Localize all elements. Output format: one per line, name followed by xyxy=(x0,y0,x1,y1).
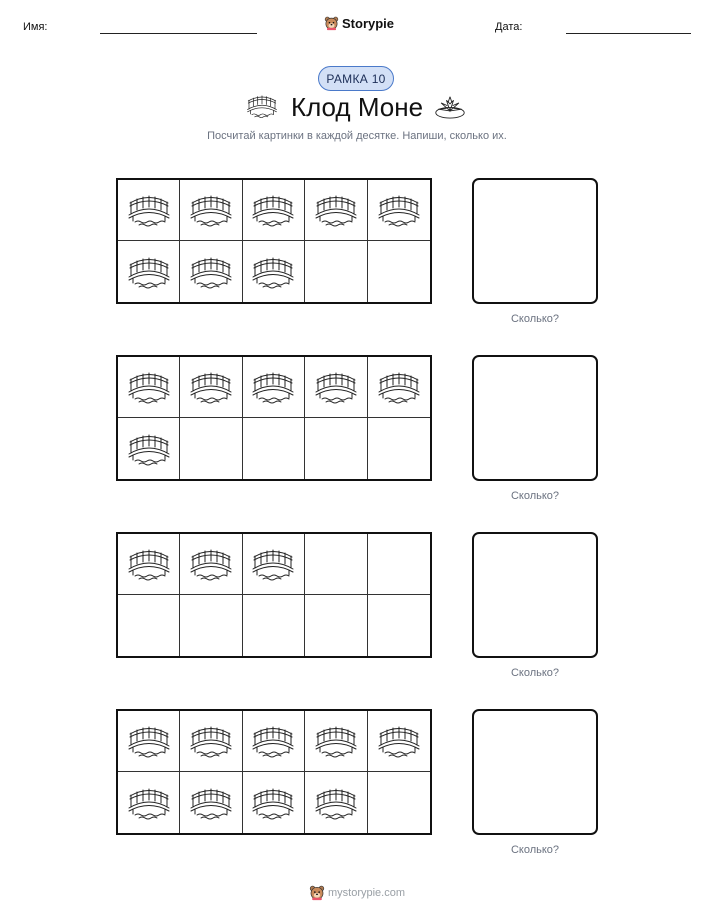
japanese-bridge-icon xyxy=(314,785,358,821)
frame-cell xyxy=(305,772,367,833)
name-line[interactable] xyxy=(100,33,257,34)
name-label: Имя: xyxy=(23,21,48,33)
frame-cell xyxy=(368,180,430,241)
ten-frame xyxy=(116,178,432,304)
frame-cell xyxy=(180,534,242,595)
frame-cell xyxy=(180,418,242,479)
japanese-bridge-icon xyxy=(251,192,295,228)
frame-cell xyxy=(180,357,242,418)
frame-cell xyxy=(305,418,367,479)
frame-cell xyxy=(243,180,305,241)
frame-cell xyxy=(180,772,242,833)
frame-cell xyxy=(368,357,430,418)
answer-box[interactable] xyxy=(472,355,598,481)
frame-cell xyxy=(118,534,180,595)
japanese-bridge-icon xyxy=(189,723,233,759)
brand-logo xyxy=(324,12,394,34)
frame-cell xyxy=(243,357,305,418)
frame-cell xyxy=(305,595,367,656)
japanese-bridge-icon xyxy=(127,369,171,405)
frame-cell xyxy=(180,711,242,772)
japanese-bridge-icon xyxy=(127,254,171,290)
japanese-bridge-icon xyxy=(189,254,233,290)
frame-cell xyxy=(118,418,180,479)
water-lily-icon xyxy=(434,93,466,120)
japanese-bridge-icon xyxy=(189,785,233,821)
how-many-label: Сколько? xyxy=(510,313,560,325)
frame-cell xyxy=(180,180,242,241)
date-label: Дата: xyxy=(495,21,523,33)
japanese-bridge-icon xyxy=(189,369,233,405)
frame-cell xyxy=(243,534,305,595)
frame-cell xyxy=(368,595,430,656)
frame-cell xyxy=(368,711,430,772)
frame-cell xyxy=(180,241,242,302)
frame-cell xyxy=(118,772,180,833)
japanese-bridge-icon xyxy=(127,192,171,228)
japanese-bridge-icon xyxy=(127,546,171,582)
frame-cell xyxy=(243,595,305,656)
frame-cell xyxy=(118,711,180,772)
japanese-bridge-icon xyxy=(314,369,358,405)
how-many-label: Сколько? xyxy=(510,844,560,856)
japanese-bridge-icon xyxy=(314,723,358,759)
bear-icon xyxy=(309,884,325,901)
frame-cell xyxy=(305,534,367,595)
frame-cell xyxy=(243,241,305,302)
frame-cell xyxy=(243,772,305,833)
frame-cell xyxy=(305,241,367,302)
frame-badge: РАМКА 10 xyxy=(318,66,394,91)
frame-cell xyxy=(118,241,180,302)
japanese-bridge-icon xyxy=(189,192,233,228)
footer-site[interactable]: mystorypie.com xyxy=(328,886,406,899)
frame-cell xyxy=(368,772,430,833)
frame-cell xyxy=(243,711,305,772)
brand-name: Storypie xyxy=(342,15,395,31)
ten-frame xyxy=(116,532,432,658)
japanese-bridge-icon xyxy=(189,546,233,582)
japanese-bridge-icon xyxy=(377,192,421,228)
footer xyxy=(309,884,405,901)
japanese-bridge-icon xyxy=(251,254,295,290)
answer-box[interactable] xyxy=(472,709,598,835)
how-many-label: Сколько? xyxy=(510,490,560,502)
japanese-bridge-icon xyxy=(377,369,421,405)
japanese-bridge-icon xyxy=(251,369,295,405)
page-title: Клод Моне xyxy=(290,92,424,122)
how-many-label: Сколько? xyxy=(510,667,560,679)
frame-cell xyxy=(305,180,367,241)
date-line[interactable] xyxy=(566,33,691,34)
japanese-bridge-icon xyxy=(251,785,295,821)
japanese-bridge-icon xyxy=(251,723,295,759)
japanese-bridge-icon xyxy=(314,192,358,228)
frame-cell xyxy=(118,357,180,418)
bear-icon xyxy=(324,15,339,31)
japanese-bridge-icon xyxy=(377,723,421,759)
frame-cell xyxy=(305,711,367,772)
answer-box[interactable] xyxy=(472,532,598,658)
frame-cell xyxy=(368,534,430,595)
ten-frame xyxy=(116,355,432,481)
answer-box[interactable] xyxy=(472,178,598,304)
frame-cell xyxy=(243,418,305,479)
frame-cell xyxy=(118,595,180,656)
japanese-bridge-icon xyxy=(127,785,171,821)
instruction-text: Посчитай картинки в каждой десятке. Напиши, сколько их. xyxy=(207,130,507,142)
ten-frame xyxy=(116,709,432,835)
japanese-bridge-icon xyxy=(251,546,295,582)
frame-cell xyxy=(368,241,430,302)
frame-cell xyxy=(305,357,367,418)
frame-cell xyxy=(118,180,180,241)
frame-cell xyxy=(368,418,430,479)
japanese-bridge-icon xyxy=(127,431,171,467)
frame-cell xyxy=(180,595,242,656)
japanese-bridge-icon xyxy=(127,723,171,759)
